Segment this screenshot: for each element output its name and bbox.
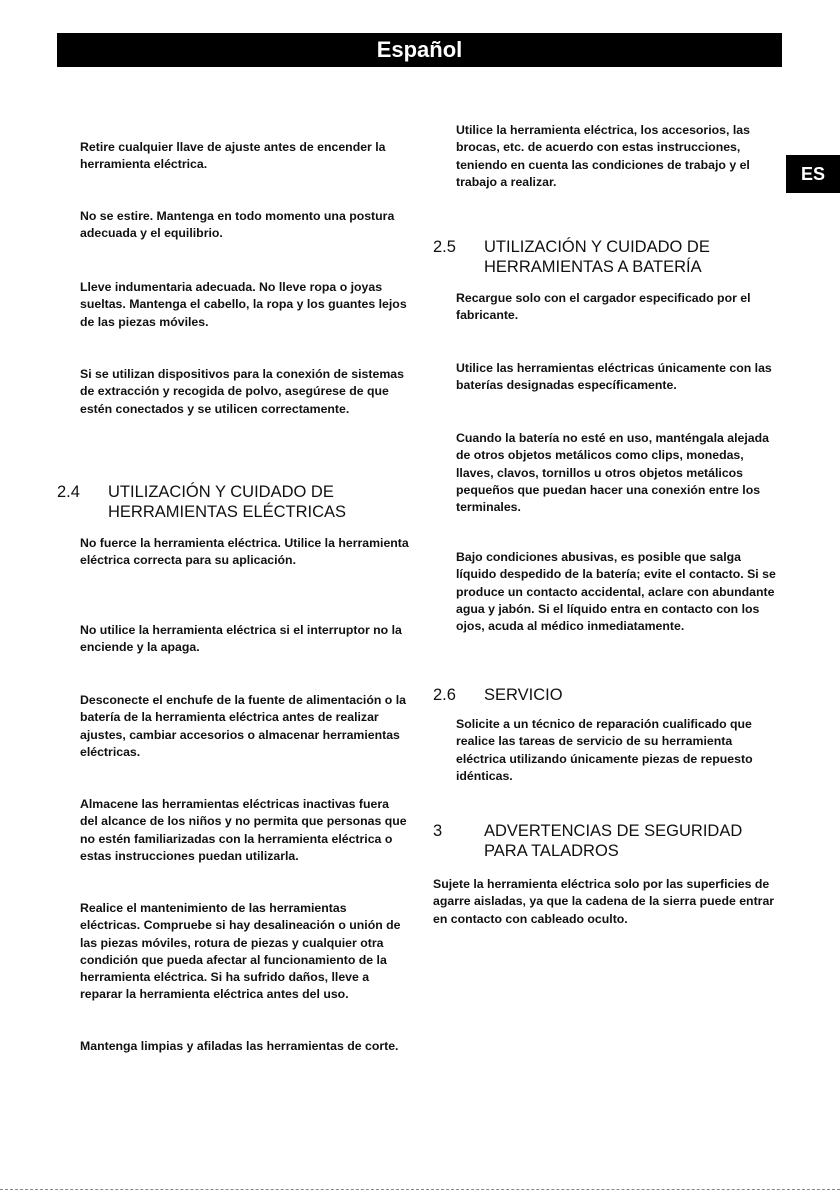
section-heading-2-5 [433,238,753,277]
paragraph-switch: No utilice la herramienta eléctrica si el interruptor no la enciende y la apaga. [80,623,402,655]
section-title-2-4: UTILIZACIÓN Y CUIDADO DE HERRAMIENTAS ELÉCTRICAS [108,483,347,521]
section-title-2-6: SERVICIO [484,686,563,704]
paragraph-cutting-tools: Mantenga limpias y afiladas las herramientas de corte. [80,1039,399,1053]
paragraph-battery-storage: Cuando la batería no esté en uso, manténgala alejada de otros objetos metálicos como clips, monedas, llaves, clavos, tornillos u otros objetos metálicos pequeños que puedan hacer una conexión entre los terminales. [456,431,769,515]
paragraph-storage: Almacene las herramientas eléctricas inactivas fuera del alcance de los niños y no permita que personas que no estén familiarizadas con la herramienta eléctrica o estas instrucciones puedan utilizarla. [80,797,407,863]
paragraph-maintenance: Realice el mantenimiento de las herramientas eléctricas. Compruebe si hay desalineación o unión de las piezas móviles, rotura de piezas y cualquier otra condición que pueda afectar al funcionamiento de la herramienta eléctrica. Si ha sufrido daños, lleve a reparar la herramienta eléctrica antes del uso. [80,901,401,1002]
paragraph-remove-key: Retire cualquier llave de ajuste antes de encender la herramienta eléctrica. [80,140,386,172]
paragraph-use-per-instructions: Utilice la herramienta eléctrica, los accesorios, las brocas, etc. de acuerdo con estas instrucciones, teniendo en cuenta las condiciones de trabajo y el trabajo a realizar. [456,123,750,189]
section-title-3: ADVERTENCIAS DE SEGURIDAD PARA TALADROS [484,822,743,860]
paragraph-clothing: Lleve indumentaria adecuada. No lleve ropa o joyas sueltas. Mantenga el cabello, la ropa y los guantes lejos de las piezas móviles. [80,280,407,329]
paragraph-recharge: Recargue solo con el cargador especificado por el fabricante. [456,291,751,323]
section-number-3: 3 [433,822,443,840]
section-heading-3 [433,822,783,861]
paragraph-disconnect: Desconecte el enchufe de la fuente de alimentación o la batería de la herramienta eléctrica antes de realizar ajustes, cambiar accesorios o almacenar herramientas eléctricas. [80,693,406,759]
section-number-2-6: 2.6 [433,686,456,704]
paragraph-designated-batteries: Utilice las herramientas eléctricas únicamente con las baterías designadas específicamente. [456,361,772,393]
page-header-title: Español [57,33,782,67]
paragraph-battery-liquid: Bajo condiciones abusivas, es posible que salga líquido despedido de la batería; evite el contacto. Si se produce un contacto accidental, aclare con abundante agua y jabón. Si el líquido entra en contacto con los ojos, acuda al médico inmediatamente. [456,550,776,634]
paragraph-posture: No se estire. Mantenga en todo momento una postura adecuada y el equilibrio. [80,209,395,241]
paragraph-do-not-force: No fuerce la herramienta eléctrica. Utilice la herramienta eléctrica correcta para su aplicación. [80,536,409,568]
section-number-2-5: 2.5 [433,238,456,256]
section-heading-2-6 [433,686,753,706]
language-tab: ES [786,155,840,193]
paragraph-service: Solicite a un técnico de reparación cualificado que realice las tareas de servicio de su herramienta eléctrica utilizando únicamente piezas de repuesto idénticas. [456,717,753,783]
section-title-2-5: UTILIZACIÓN Y CUIDADO DE HERRAMIENTAS A BATERÍA [484,238,710,276]
section-number-2-4: 2.4 [57,483,80,501]
section-heading-2-4 [57,483,377,522]
page-bottom-rule [0,1189,840,1190]
paragraph-dust-extraction: Si se utilizan dispositivos para la conexión de sistemas de extracción y recogida de polvo, asegúrese de que estén conectados y se utilicen correctamente. [80,367,404,416]
paragraph-insulated-grip: Sujete la herramienta eléctrica solo por las superficies de agarre aisladas, ya que la cadena de la sierra puede entrar en contacto con cableado oculto. [433,877,775,926]
